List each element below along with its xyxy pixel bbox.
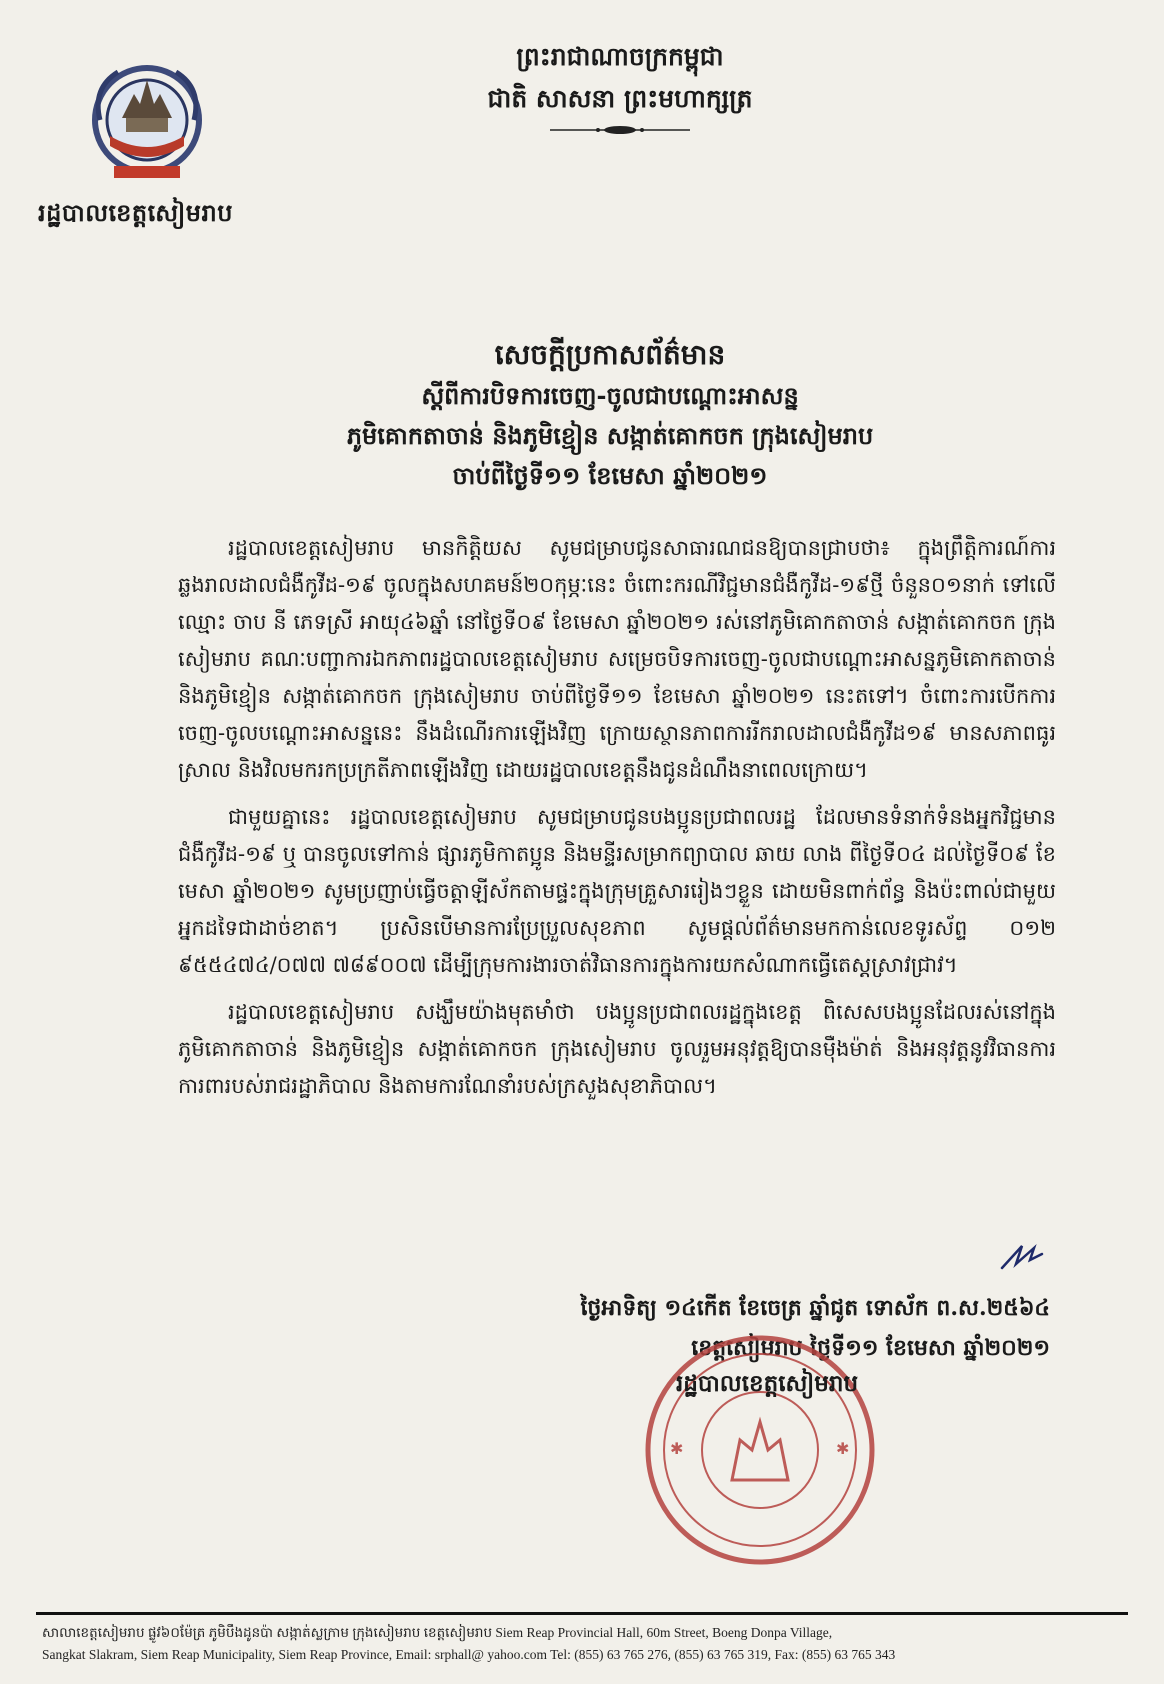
national-motto: ជាតិ សាសនា ព្រះមហាក្សត្រ: [487, 84, 753, 113]
footer-address-line: សាលាខេត្តសៀមរាប ផ្លូវ៦០ម៉ែត្រ ភូមិបឹងដូនប៉ា សង្កាត់ស្លក្រាម ក្រុងសៀមរាប ខេត្តសៀមរាប Siem Reap Provincial Hall, 60m Street, Boeng Donpa Village,: [42, 1625, 833, 1640]
announcement-title: សេចក្តីប្រកាសព័ត៌មាន: [494, 338, 726, 371]
provincial-emblem-logo: [82, 58, 212, 198]
official-seal-stamp: [640, 1330, 880, 1570]
ornament-divider: [550, 124, 690, 136]
footer-contact-line: Sangkat Slakram, Siem Reap Municipality, Siem Reap Province, Email: srphall@ yahoo.com Tel: (855) 63 765 276, (855) 63 765 319, Fax: (855) 63 765 343: [42, 1647, 896, 1662]
kingdom-name: ព្រះរាជាណាចក្រកម្ពុជា: [516, 42, 724, 71]
body-paragraph: រដ្ឋបាលខេត្តសៀមរាប សង្ឃឹមយ៉ាងមុតមាំថា បងប្អូនប្រជាពលរដ្ឋក្នុងខេត្ត ពិសេសបងប្អូនដែលរស់នៅក្នុងភូមិគោកតាចាន់ និងភូមិខ្មៀន សង្កាត់គោកចក ក្រុងសៀមរាប ចូលរួមអនុវត្តឱ្យបានម៉ឺងម៉ាត់ និងអនុវត្តនូវវិធានការការពារបស់រាជរដ្ឋាភិបាល និងតាមការណែនាំរបស់ក្រសួងសុខាភិបាល។: [178, 1000, 1056, 1098]
svg-text:✱: ✱: [836, 1439, 850, 1458]
announcement-location: ភូមិគោកតាចាន់ និងភូមិខ្មៀន សង្កាត់គោកចក ក្រុងសៀមរាប: [346, 421, 874, 450]
kingdom-motto: [380, 36, 860, 136]
svg-text:✱: ✱: [670, 1439, 684, 1458]
issuing-authority-name: រដ្ឋបាលខេត្តសៀមរាប: [38, 198, 233, 227]
body-paragraph: ជាមួយគ្នានេះ រដ្ឋបាលខេត្តសៀមរាប សូមជម្រាបជូនបងប្អូនប្រជាពលរដ្ឋ ដែលមានទំនាក់ទំនងអ្នកវិជ្ជមានជំងឺកូវីដ-១៩ ឬ បានចូលទៅកាន់ ផ្សារភូមិកាតប្អូន និងមន្ទីរសម្រាកព្យាបាល ឆាយ លាង ពីថ្ងៃទី០៤ ដល់ថ្ងៃទី០៩ ខែមេសា ឆ្នាំ២០២១ សូមប្រញាប់ធ្វើចត្តាឡីស័កតាមផ្ទះក្នុងក្រុមគ្រួសាររៀងៗខ្លួន ដោយមិនពាក់ព័ន្ធ និងប៉ះពាល់ជាមួយអ្នកដទៃជាដាច់ខាត។ ប្រសិនបើមានការប្រែប្រួលសុខភាព សូមផ្តល់ព័ត៌មានមកកាន់លេខទូរស័ព្ទ ០១២ ៩៥៥៤៧៤/០៧៧ ៧៨៩០០៧ ដើម្បីក្រុមការងារចាត់វិធានការក្នុងការយកសំណាកធ្វើតេស្តស្រាវជ្រាវ។: [178, 805, 1056, 977]
announcement-body: [178, 530, 1056, 1115]
initials-signature: [996, 1238, 1046, 1278]
place-and-date: ខេត្តសៀមរាប ថ្ងៃទី១១ ខែមេសា ឆ្នាំ២០២១: [691, 1335, 1050, 1361]
announcement-title-block: [180, 334, 1040, 496]
signatory-organization: រដ្ឋបាលខេត្តសៀមរាប: [676, 1370, 859, 1397]
body-paragraph: រដ្ឋបាលខេត្តសៀមរាប មានកិត្តិយស សូមជម្រាបជូនសាធារណជនឱ្យបានជ្រាបថា៖ ក្នុងព្រឹត្តិការណ៍ការឆ្លងរាលដាលជំងឺកូវីដ-១៩ ចូលក្នុងសហគមន៍២០កុម្ភៈនេះ ចំពោះករណីវិជ្ជមានជំងឺកូវីដ-១៩ថ្មី ចំនួន០១នាក់ ទៅលើឈ្មោះ ចាប នី ភេទស្រី អាយុ៤៦ឆ្នាំ នៅថ្ងៃទី០៩ ខែមេសា ឆ្នាំ២០២១ រស់នៅភូមិគោកតាចាន់ សង្កាត់គោកចក ក្រុងសៀមរាប គណៈបញ្ជាការឯកភាពរដ្ឋបាលខេត្តសៀមរាប សម្រេចបិទការចេញ-ចូលជាបណ្តោះអាសន្នភូមិគោកតាចាន់ និងភូមិខ្មៀន សង្កាត់គោកចក ក្រុងសៀមរាប ចាប់ពីថ្ងៃទី១១ ខែមេសា ឆ្នាំ២០២១ នេះតទៅ។ ចំពោះការបើកការចេញ-ចូលបណ្តោះអាសន្ននេះ នឹងដំណើរការឡើងវិញ ក្រោយស្ថានភាពការរីករាលដាលជំងឺកូវីដ១៩ មានសភាពធូរស្រាល និងវិលមករកប្រក្រតីភាពឡើងវិញ ដោយរដ្ឋបាលខេត្តនឹងជូនដំណឹងនាពេលក្រោយ។: [178, 536, 1056, 782]
lunar-date: ថ្ងៃអាទិត្យ ១៤កើត ខែចេត្រ ឆ្នាំជូត ទោស័ក ព.ស.២៥៦៤: [580, 1295, 1050, 1321]
announcement-subject: ស្តីពីការបិទការចេញ-ចូលជាបណ្តោះអាសន្ន: [421, 381, 799, 410]
footer-contact-info: [42, 1622, 1126, 1666]
footer-divider: [36, 1612, 1128, 1615]
announcement-effective-date: ចាប់ពីថ្ងៃទី១១ ខែមេសា ឆ្នាំ២០២១: [452, 461, 768, 490]
